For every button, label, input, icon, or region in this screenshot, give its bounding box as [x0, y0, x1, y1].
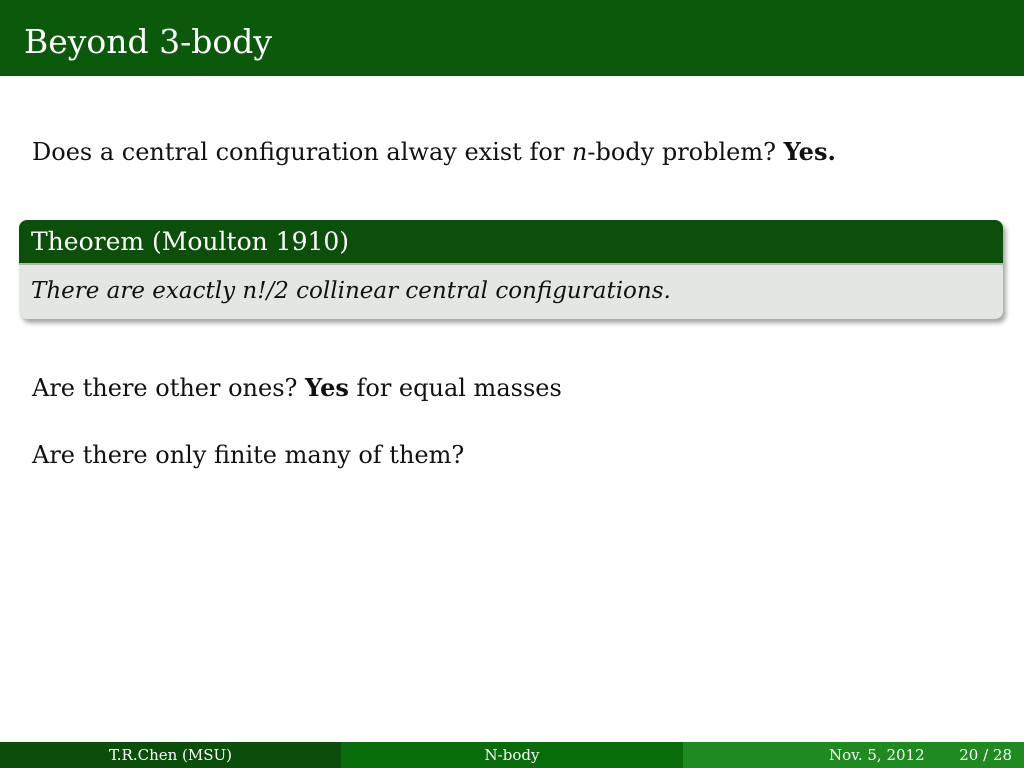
footer-author: T.R.Chen (MSU) — [108, 746, 233, 764]
footer-date: Nov. 5, 2012 — [829, 746, 925, 764]
question1-text-b: -body problem? — [587, 138, 784, 166]
theorem-body-b — [257, 278, 671, 304]
theorem-divider — [19, 263, 1003, 265]
question1-text-a: Does a central configuration alway exist for — [32, 138, 572, 166]
footer-author-cell — [0, 742, 341, 768]
theorem-body-b-text: !/2 collinear central configurations. — [257, 278, 671, 304]
footer-page-number: 20 / 28 — [959, 746, 1012, 764]
question2-answer: Yes — [305, 373, 349, 402]
theorem-statement — [31, 276, 671, 306]
question-central-configuration — [32, 137, 836, 167]
theorem-body-a: There are exactly — [31, 278, 243, 304]
slide-footer — [0, 742, 1024, 768]
theorem-title: Theorem (Moulton 1910) — [31, 227, 350, 256]
slide-title: Beyond 3-body — [24, 22, 273, 61]
footer-date-page-cell — [683, 742, 1024, 768]
question2-text-a: Are there other ones? — [32, 374, 306, 402]
theorem-variable-n: n — [242, 278, 258, 304]
theorem-header — [19, 220, 1003, 263]
footer-title: N-body — [341, 742, 683, 768]
question1-variable-n: n — [571, 138, 588, 166]
question-finite-many: Are there only finite many of them? — [32, 441, 465, 469]
question-other-ones — [32, 373, 562, 403]
theorem-block — [19, 220, 1003, 319]
slide-header — [0, 0, 1024, 76]
question2-text-b: for equal masses — [348, 374, 562, 402]
question1-answer: Yes. — [783, 137, 836, 166]
